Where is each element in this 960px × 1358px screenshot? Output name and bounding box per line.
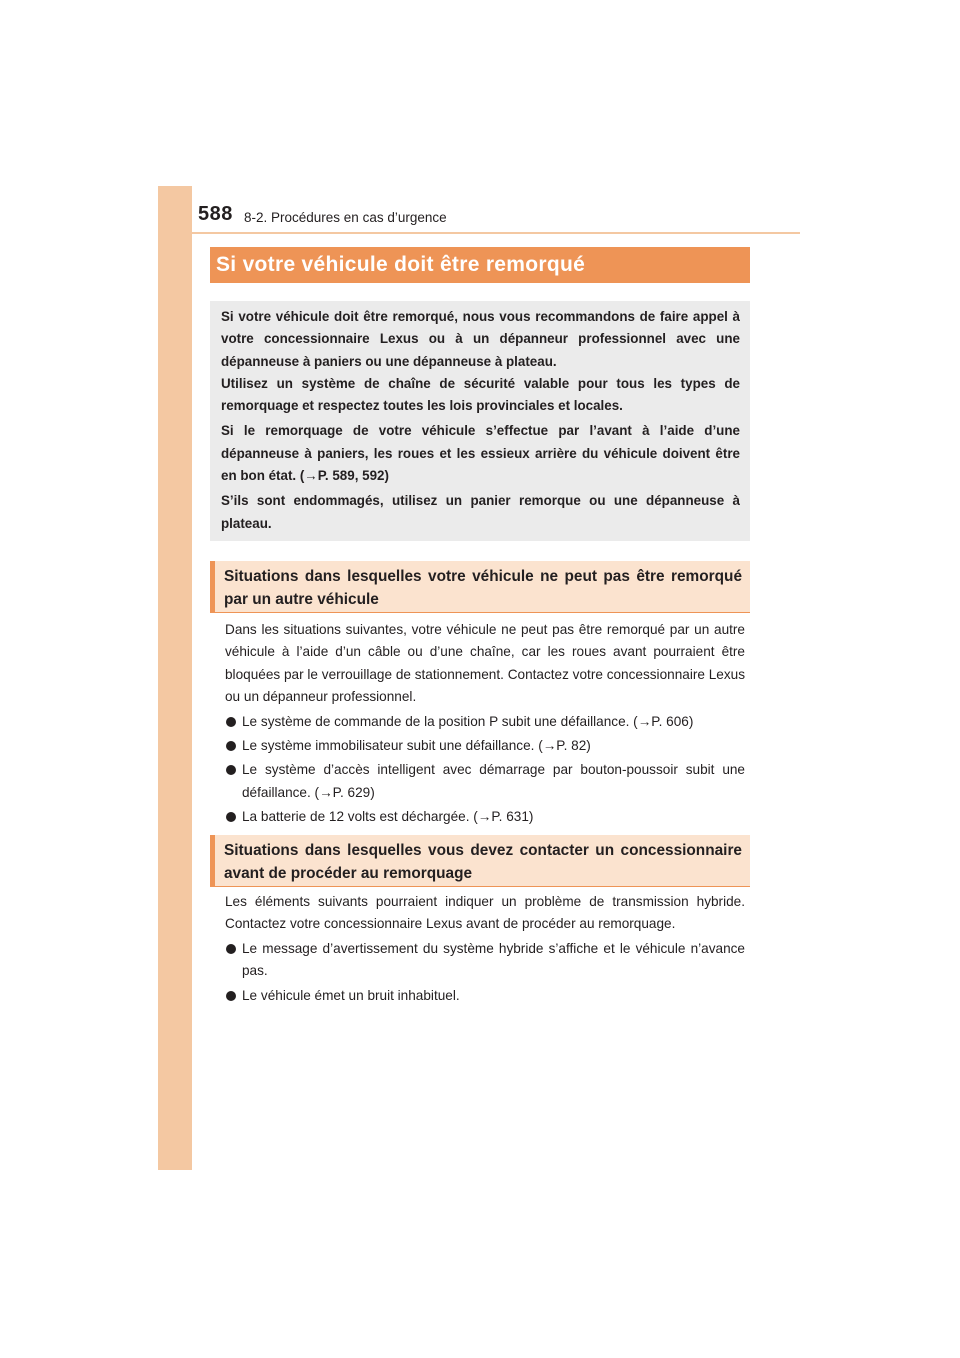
section-body [225,891,745,1007]
list-item: Le système de commande de la position P subit une défaillance. (→P. 606) [225,711,745,733]
section-heading: Situations dans lesquelles vous devez contacter un concessionnaire avant de procéder au remorquage [210,835,750,887]
section-heading: Situations dans lesquelles votre véhicule ne peut pas être remorqué par un autre véhicule [210,561,750,613]
page-number: 588 [198,203,233,225]
bullet-list [225,938,745,1007]
info-box [210,301,750,541]
section-intro: Les éléments suivants pourraient indiquer un problème de transmission hybride. Contactez votre concessionnaire Lexus avant de procéder au remorquage. [225,894,745,932]
info-paragraph: Si le remorquage de votre véhicule s’effectue par l’avant à l’aide d’une dépanneuse à paniers, les roues et les essieux arrière du véhicule doivent être en bon état. (→P. 589, 592) [221,423,740,484]
list-item: Le système immobilisateur subit une défaillance. (→P. 82) [225,735,745,757]
section-body [225,619,745,829]
list-item: La batterie de 12 volts est déchargée. (→P. 631) [225,806,745,828]
list-item: Le véhicule émet un bruit inhabituel. [225,985,745,1007]
bullet-list [225,711,745,829]
info-paragraph: Utilisez un système de chaîne de sécurité valable pour tous les types de remorquage et respectez toutes les lois provinciales et locales. [221,375,740,414]
section-intro: Dans les situations suivantes, votre véhicule ne peut pas être remorqué par un autre véhicule à l’aide d’un câble ou d’une chaîne, car les roues avant pourraient être bloquées par le verrouillage de stationnement. Contactez votre concessionnaire Lexus ou un dépanneur professionnel. [225,622,745,705]
page-title: Si votre véhicule doit être remorqué [210,247,750,283]
info-paragraph: S’ils sont endommagés, utilisez un panier remorque ou une dépanneuse à plateau. [221,493,740,531]
header-rule [192,232,800,234]
section-label: 8-2. Procédures en cas d’urgence [244,210,447,225]
info-paragraph: Si votre véhicule doit être remorqué, nous vous recommandons de faire appel à votre concessionnaire Lexus ou à un dépanneur professionnel avec une dépanneuse à paniers ou une dépanneuse à plateau. [221,309,740,369]
chapter-side-band [158,186,192,1170]
list-item: Le système d’accès intelligent avec démarrage par bouton-poussoir subit une défaillance. (→P. 629) [225,759,745,804]
list-item: Le message d’avertissement du système hybride s’affiche et le véhicule n’avance pas. [225,938,745,983]
